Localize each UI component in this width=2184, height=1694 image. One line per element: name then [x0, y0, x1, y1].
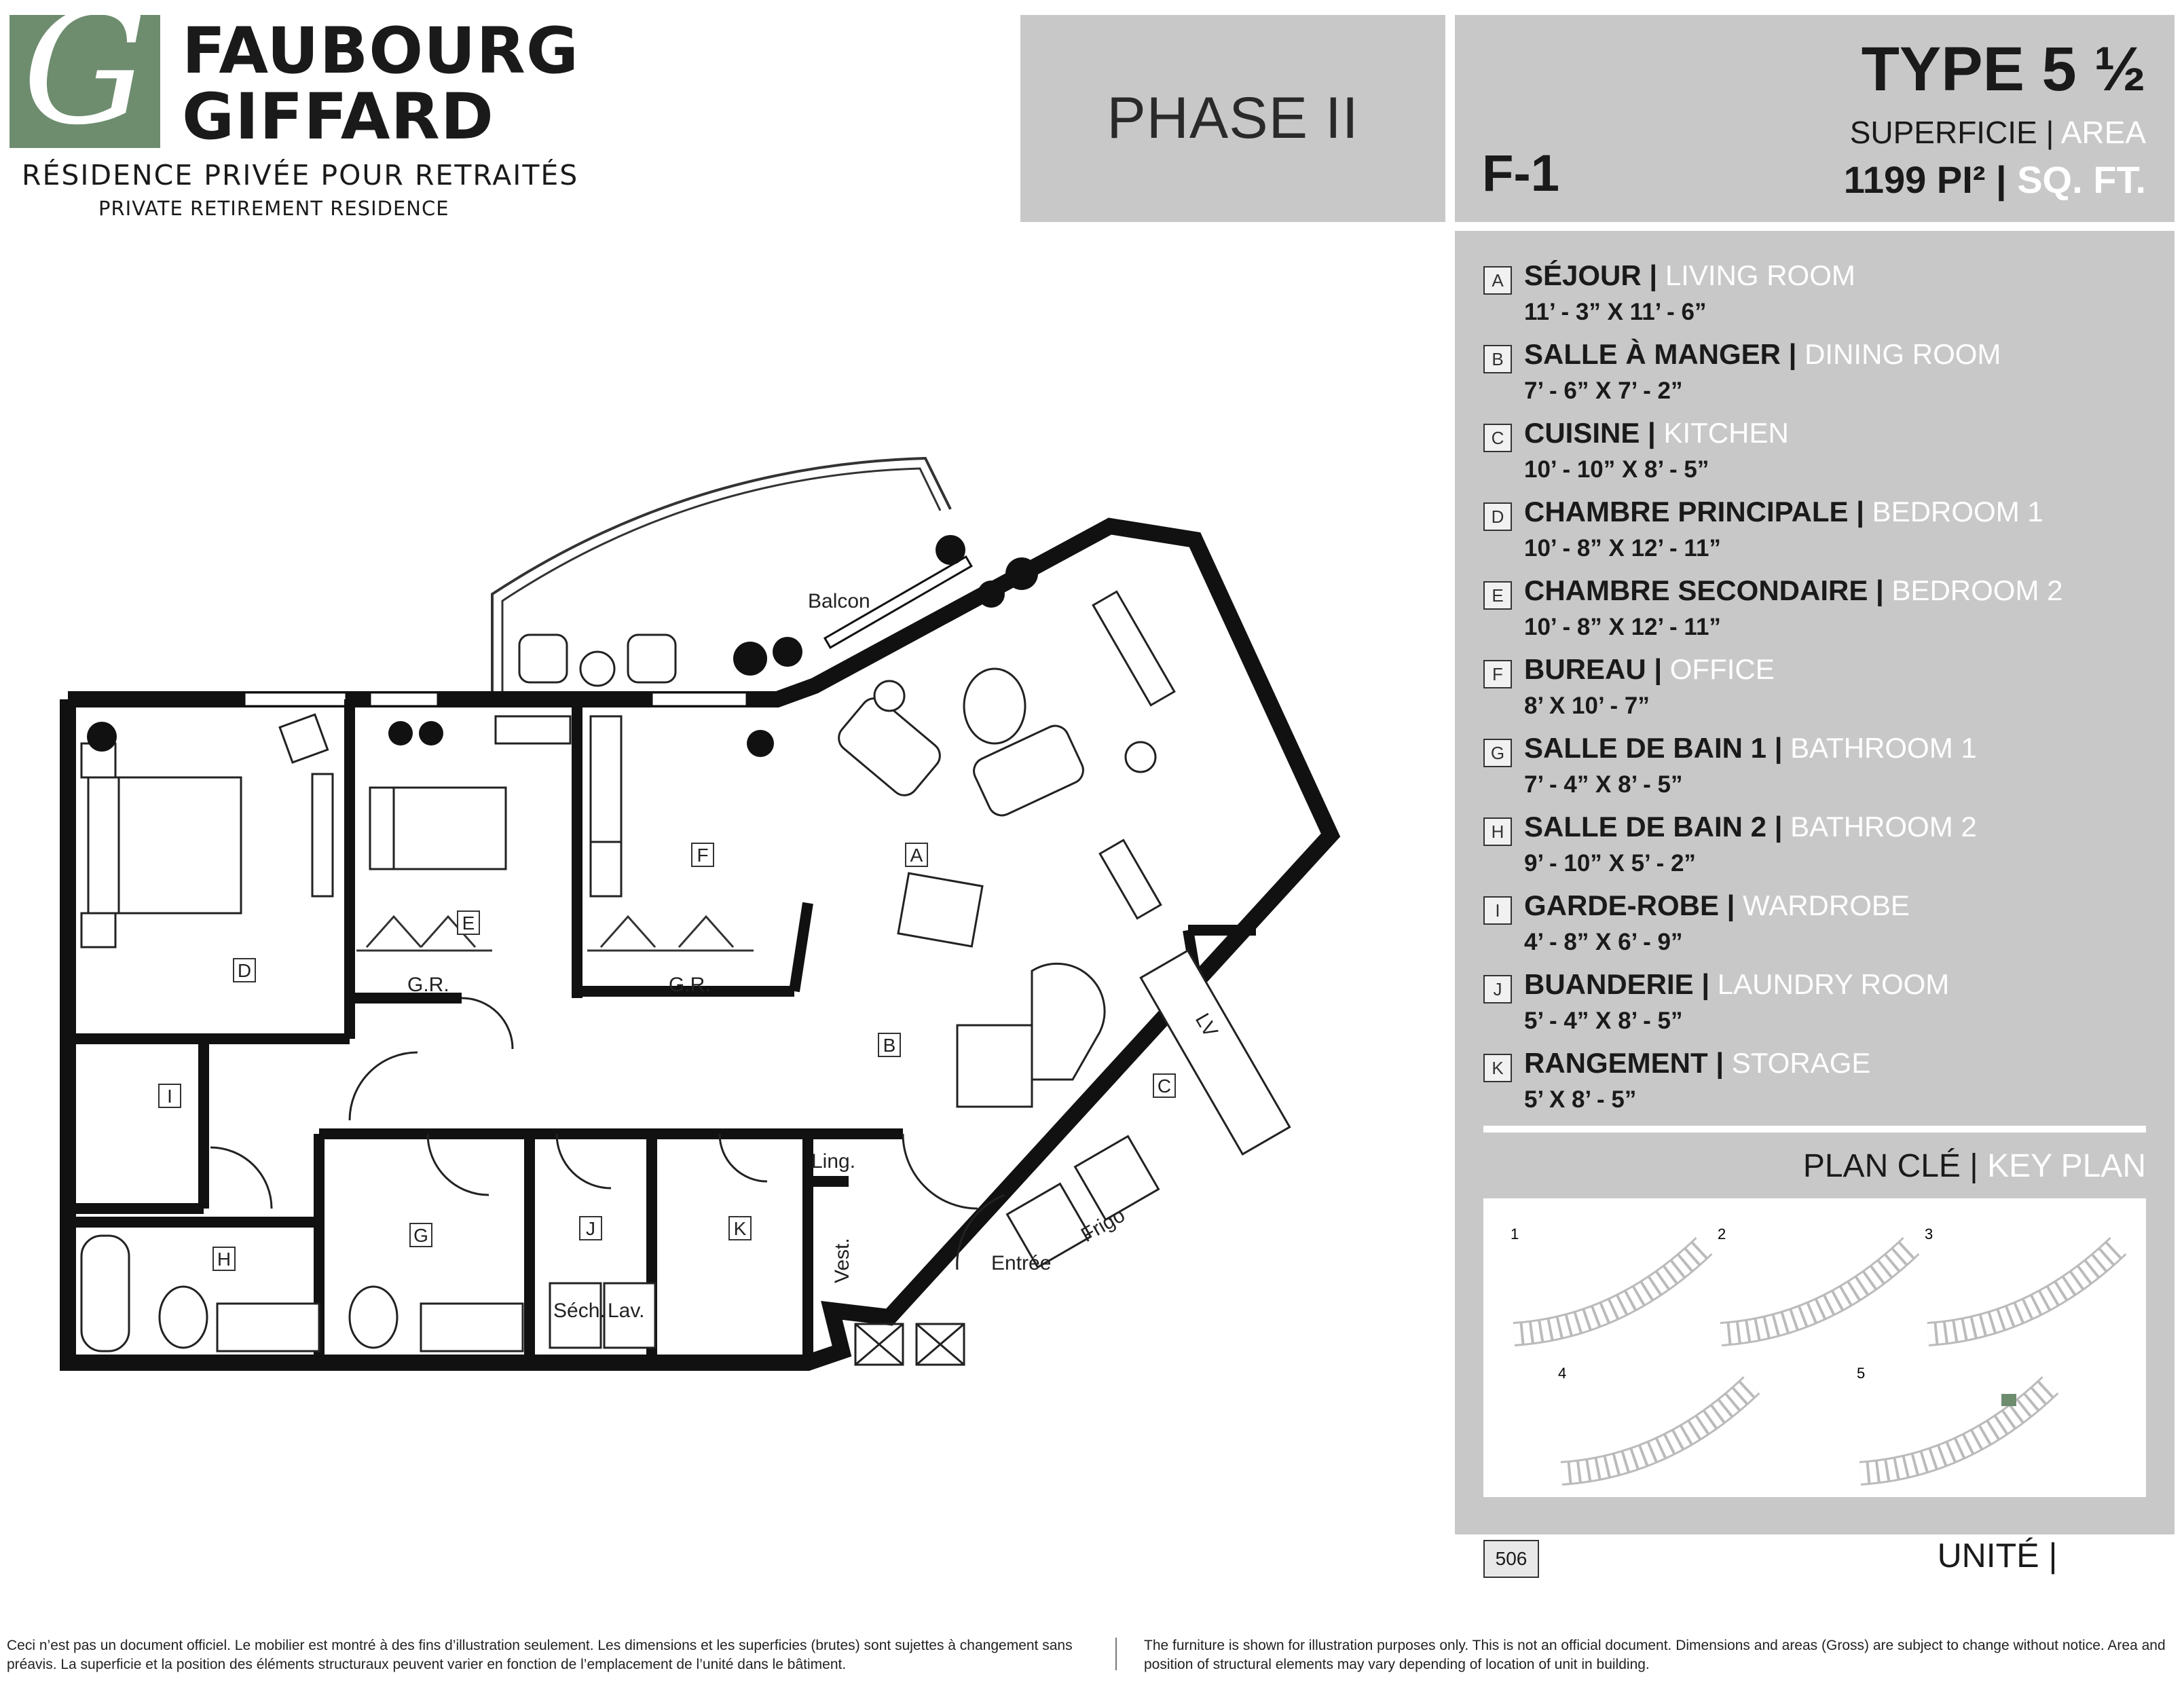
room-dimensions: 5’ X 8’ - 5” [1524, 1086, 1637, 1113]
label-lav: Lav. [608, 1300, 645, 1322]
room-dimensions: 7’ - 6” X 7’ - 2” [1524, 378, 1683, 404]
keyplan-unit-highlight [2001, 1394, 2016, 1406]
unit-title: UNITÉ | UNIT [1937, 1536, 2146, 1575]
room-name-en: BEDROOM 1 [1872, 496, 2043, 528]
room-name-fr: BUANDERIE [1524, 968, 1694, 1000]
phase-banner [1020, 15, 1445, 222]
room-item-d [1483, 496, 2162, 564]
keyplan-title-fr: PLAN CLÉ [1802, 1148, 1961, 1184]
room-name-fr: BUREAU [1524, 653, 1646, 685]
area-label: SUPERFICIE | AREA [1849, 115, 2146, 150]
brand-tagline-fr: RÉSIDENCE PRIVÉE POUR RETRAITÉS [22, 159, 579, 191]
room-name-en: DINING ROOM [1804, 338, 2001, 370]
room-item-b [1483, 338, 2162, 406]
room-dimensions: 10’ - 8” X 12’ - 11” [1524, 535, 1721, 561]
keyplan-drawing [1483, 1198, 2146, 1497]
label-gr-2: G.R. [669, 974, 711, 996]
keyplan-title: PLAN CLÉ | KEY PLAN [1802, 1148, 2146, 1184]
plan-room-tag-i: I [167, 1086, 172, 1107]
room-letter-badge: I [1483, 896, 1512, 925]
room-name-fr: SALLE À MANGER [1524, 338, 1781, 370]
area-value-fr: 1199 PI² [1843, 158, 1986, 201]
room-letter-badge: F [1483, 660, 1512, 688]
room-item-g [1483, 732, 2162, 800]
label-balcon: Balcon [808, 590, 870, 612]
room-name: CHAMBRE SECONDAIRE | BEDROOM 2 [1524, 574, 2063, 606]
room-name: SÉJOUR | LIVING ROOM [1524, 259, 1855, 291]
plan-room-tag-e: E [462, 913, 475, 934]
room-name: BUANDERIE | LAUNDRY ROOM [1524, 968, 1950, 1000]
room-item-f [1483, 653, 2162, 721]
area-label-fr: SUPERFICIE [1849, 115, 2037, 150]
room-name-en: BATHROOM 2 [1790, 811, 1977, 843]
room-letter-badge: D [1483, 502, 1512, 531]
bedroom-1-furniture [81, 714, 333, 947]
label-sech: Séch. [553, 1300, 606, 1322]
room-name: GARDE-ROBE | WARDROBE [1524, 889, 1910, 921]
room-name-fr: SALLE DE BAIN 1 [1524, 732, 1767, 764]
keyplan-image [1483, 1198, 2146, 1497]
room-item-k [1483, 1047, 2162, 1115]
brand-name-line2: GIFFARD [182, 80, 494, 154]
unit-number: 506 [1483, 1540, 1539, 1578]
plan-room-tag-a: A [910, 845, 923, 866]
closets [356, 917, 754, 951]
room-letter-badge: E [1483, 581, 1512, 610]
room-letter-badge: K [1483, 1054, 1512, 1082]
room-name: CHAMBRE PRINCIPALE | BEDROOM 1 [1524, 496, 2043, 528]
room-name: RANGEMENT | STORAGE [1524, 1047, 1871, 1079]
windows [244, 557, 971, 706]
room-letter-badge: A [1483, 266, 1512, 295]
room-dimensions: 10’ - 8” X 12’ - 11” [1524, 614, 1721, 640]
room-name: SALLE À MANGER | DINING ROOM [1524, 338, 2001, 370]
room-dimensions: 7’ - 4” X 8’ - 5” [1524, 771, 1683, 798]
room-letter-badge: B [1483, 345, 1512, 373]
label-vest: Vest. [831, 1238, 853, 1283]
plan-room-tag-d: D [237, 960, 252, 981]
logo-letter: G [22, 0, 147, 160]
plan-room-tag-b: B [883, 1035, 896, 1056]
room-name-en: BATHROOM 1 [1790, 732, 1977, 764]
room-name-en: KITCHEN [1663, 417, 1789, 449]
brand-tagline-en: PRIVATE RETIREMENT RESIDENCE [98, 197, 449, 220]
unit-type-banner [1455, 15, 2174, 222]
room-name: SALLE DE BAIN 1 | BATHROOM 1 [1524, 732, 1977, 764]
room-letter-badge: C [1483, 424, 1512, 452]
entry-closets [855, 1324, 964, 1365]
disclaimer-fr: Ceci n’est pas un document officiel. Le mobilier est montré à des fins d’illustration seulement. Les dimensions et les superficies (brutes) sont sujettes à changement sans préavis. La superficie et la position des éléments structuraux peuvent varier en fonction de l’emplacement de l’unité dans le bâtiment. [7, 1638, 1073, 1672]
plan-room-tag-g: G [413, 1225, 428, 1246]
room-name-en: STORAGE [1731, 1047, 1871, 1079]
room-item-c [1483, 417, 2162, 485]
room-name-en: BEDROOM 2 [1891, 574, 2063, 606]
plan-room-tag-j: J [586, 1218, 595, 1239]
plan-room-tag-f: F [697, 845, 709, 866]
room-letter-badge: G [1483, 739, 1512, 767]
plan-room-tag-c: C [1157, 1075, 1172, 1097]
room-item-j [1483, 968, 2162, 1036]
floor-plan [41, 435, 1371, 1385]
room-name-fr: CHAMBRE PRINCIPALE [1524, 496, 1849, 528]
room-item-e [1483, 574, 2162, 642]
type-title: TYPE 5 ½ [1861, 35, 2146, 104]
room-item-i [1483, 889, 2162, 957]
balcony-furniture [519, 635, 675, 686]
room-name-fr: CUISINE [1524, 417, 1640, 449]
room-dimensions: 11’ - 3” X 11’ - 6” [1524, 299, 1707, 325]
room-dimensions: 4’ - 8” X 6’ - 9” [1524, 929, 1683, 955]
keyplan-floor-label: 1 [1511, 1226, 1519, 1242]
room-name-en: WARDROBE [1743, 889, 1910, 921]
unit-title-fr: UNITÉ [1937, 1536, 2039, 1575]
room-letter-badge: H [1483, 817, 1512, 846]
footer-divider [1115, 1638, 1117, 1670]
brand-name-line1: FAUBOURG [182, 14, 580, 88]
bathroom-fixtures [81, 1236, 655, 1351]
room-name-fr: SÉJOUR [1524, 259, 1642, 291]
keyplan-floor-label: 3 [1925, 1226, 1933, 1242]
room-name-fr: CHAMBRE SECONDAIRE [1524, 574, 1868, 606]
room-name: CUISINE | KITCHEN [1524, 417, 1789, 449]
keyplan-floor-label: 5 [1857, 1365, 1866, 1382]
room-dimensions: 10’ - 10” X 8’ - 5” [1524, 456, 1709, 483]
area-value: 1199 PI² | SQ. FT. [1843, 158, 2146, 201]
room-name-en: LIVING ROOM [1665, 259, 1855, 291]
keyplan-floor-label: 4 [1558, 1365, 1567, 1382]
room-dimensions: 9’ - 10” X 5’ - 2” [1524, 850, 1696, 877]
plan-room-tag-h: H [217, 1249, 232, 1270]
room-name-fr: GARDE-ROBE [1524, 889, 1720, 921]
label-frigo: Frigo [1077, 1204, 1129, 1247]
room-name-en: OFFICE [1669, 653, 1775, 685]
room-name: SALLE DE BAIN 2 | BATHROOM 2 [1524, 811, 1977, 843]
room-name-fr: RANGEMENT [1524, 1047, 1708, 1079]
label-entree: Entrée [991, 1252, 1052, 1274]
phase-label: PHASE II [1107, 86, 1359, 151]
room-name-fr: SALLE DE BAIN 2 [1524, 811, 1767, 843]
disclaimer-en: The furniture is shown for illustration purposes only. This is not an official document. Dimensions and areas (Gross) are subject to change without notice. Area and position of structural elements may vary depending of location of unit in building. [1144, 1638, 2166, 1672]
room-dimensions: 8’ X 10’ - 7” [1524, 693, 1650, 719]
plan-room-tag-k: K [733, 1218, 747, 1239]
room-item-a [1483, 259, 2162, 327]
panel-divider [1483, 1126, 2146, 1133]
room-item-h [1483, 811, 2162, 879]
room-dimensions: 5’ - 4” X 8’ - 5” [1524, 1008, 1683, 1034]
unit-title-en: UNIT [2067, 1536, 2146, 1575]
label-gr-1: G.R. [407, 974, 449, 996]
room-letter-badge: J [1483, 975, 1512, 1003]
room-name-en: LAUNDRY ROOM [1717, 968, 1950, 1000]
label-lv: LV [1190, 1010, 1222, 1042]
area-label-en: AREA [2060, 115, 2146, 150]
label-ling: Ling. [811, 1150, 856, 1173]
keyplan-title-en: KEY PLAN [1987, 1148, 2146, 1184]
room-legend-panel [1455, 231, 2174, 1575]
unit-code: F-1 [1482, 145, 1559, 202]
area-unit-en: SQ. FT. [2017, 158, 2146, 201]
room-name: BUREAU | OFFICE [1524, 653, 1775, 685]
office-furniture [591, 716, 621, 896]
keyplan-floor-label: 2 [1718, 1226, 1726, 1242]
